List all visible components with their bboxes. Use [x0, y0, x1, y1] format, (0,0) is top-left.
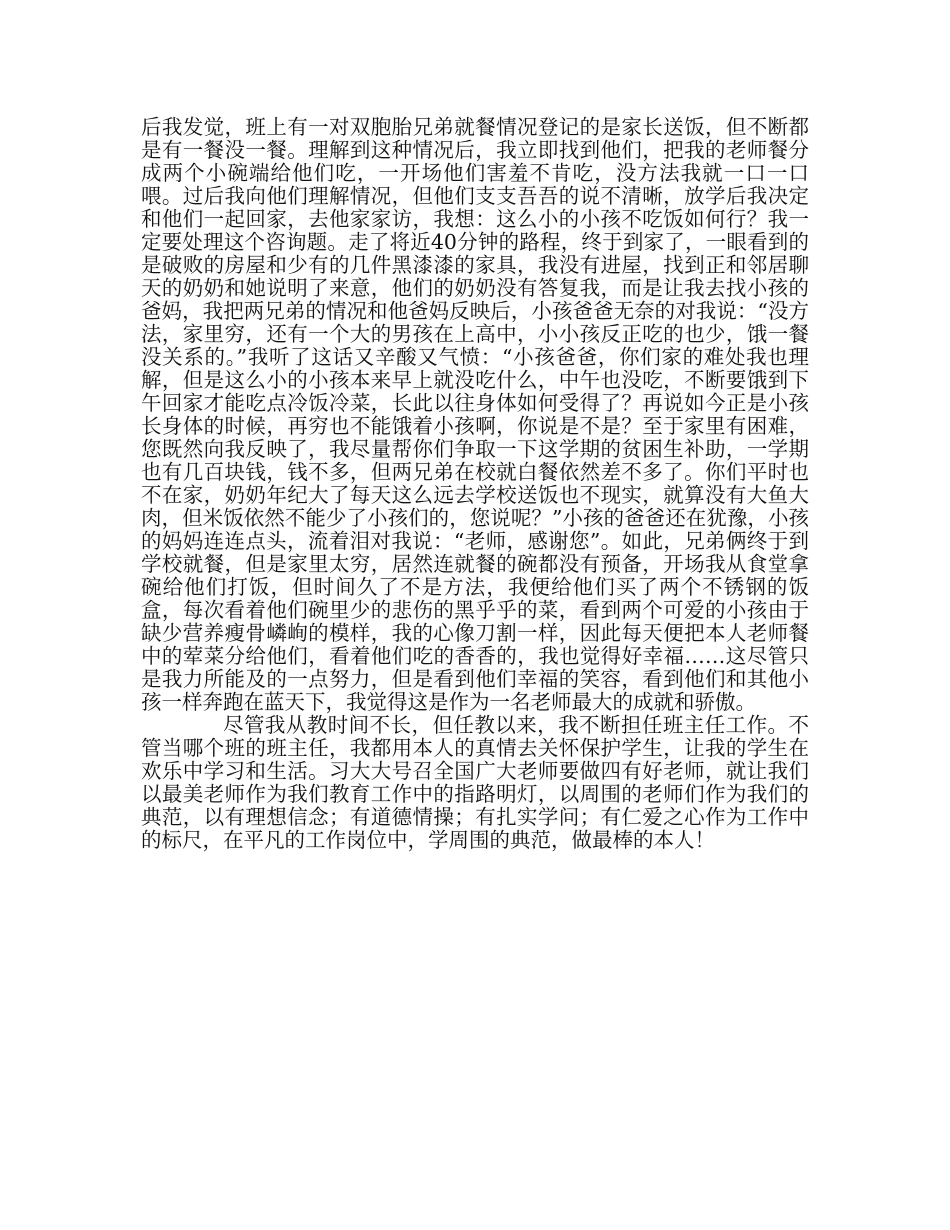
body-text — [141, 116, 809, 852]
paragraph-2: 尽管我从教时间不长，但任教以来，我不断担任班主任工作。不管当哪个班的班主任，我都用本人的真情去关怀保护学生，让我的学生在欢乐中学习和生活。习大大号召全国广大老师要做四有好老师，就让我们以最美老师作为我们教育工作中的指路明灯，以周围的老师们作为我们的典范，以有理想信念；有道德情操；有扎实学问；有仁爱之心作为工作中的标尺，在平凡的工作岗位中，学周围的典范，做最棒的本人！ — [141, 713, 809, 852]
paragraph-1: 后我发觉，班上有一对双胞胎兄弟就餐情况登记的是家长送饭，但不断都是有一餐没一餐。理解到这种情况后，我立即找到他们，把我的老师餐分成两个小碗端给他们吃，一开场他们害羞不肯吃，没方法我就一口一口喂。过后我向他们理解情况，但他们支支吾吾的说不清晰，放学后我决定和他们一起回家，去他家家访，我想：这么小的小孩不吃饭如何行？我一定要处理这个咨询题。走了将近40分钟的路程，终于到家了，一眼看到的是破败的房屋和少有的几件黑漆漆的家具，我没有进屋，找到正和邻居聊天的奶奶和她说明了来意，他们的奶奶没有答复我，而是让我去找小孩的爸妈，我把两兄弟的情况和他爸妈反映后，小孩爸爸无奈的对我说：“没方法，家里穷，还有一个大的男孩在上高中，小小孩反正吃的也少，饿一餐没关系的。”我听了这话又辛酸又气愤：“小孩爸爸，你们家的难处我也理解，但是这么小的小孩本来早上就没吃什么，中午也没吃，不断要饿到下午回家才能吃点冷饭冷菜，长此以往身体如何受得了？再说如今正是小孩长身体的时候，再穷也不能饿着小孩啊，你说是不是？至于家里有困难，您既然向我反映了，我尽量帮你们争取一下这学期的贫困生补助，一学期也有几百块钱，钱不多，但两兄弟在校就白餐依然差不多了。你们平时也不在家，奶奶年纪大了每天这么远去学校送饭也不现实，就算没有大鱼大肉，但米饭依然不能少了小孩们的，您说呢？”小孩的爸爸还在犹豫，小孩的妈妈连连点头，流着泪对我说：“老师，感谢您”。如此，兄弟俩终于到学校就餐，但是家里太穷，居然连就餐的碗都没有预备，开场我从食堂拿碗给他们打饭，但时间久了不是方法，我便给他们买了两个不锈钢的饭盒，每次看着他们碗里少的悲伤的黑乎乎的菜，看到两个可爱的小孩由于缺少营养瘦骨嶙峋的模样，我的心像刀割一样，因此每天便把本人老师餐中的荤菜分给他们，看着他们吃的香香的，我也觉得好幸福……这尽管只是我力所能及的一点努力，但是看到他们幸福的笑容，看到他们和其他小孩一样奔跑在蓝天下，我觉得这是作为一名老师最大的成就和骄傲。 — [141, 115, 809, 714]
